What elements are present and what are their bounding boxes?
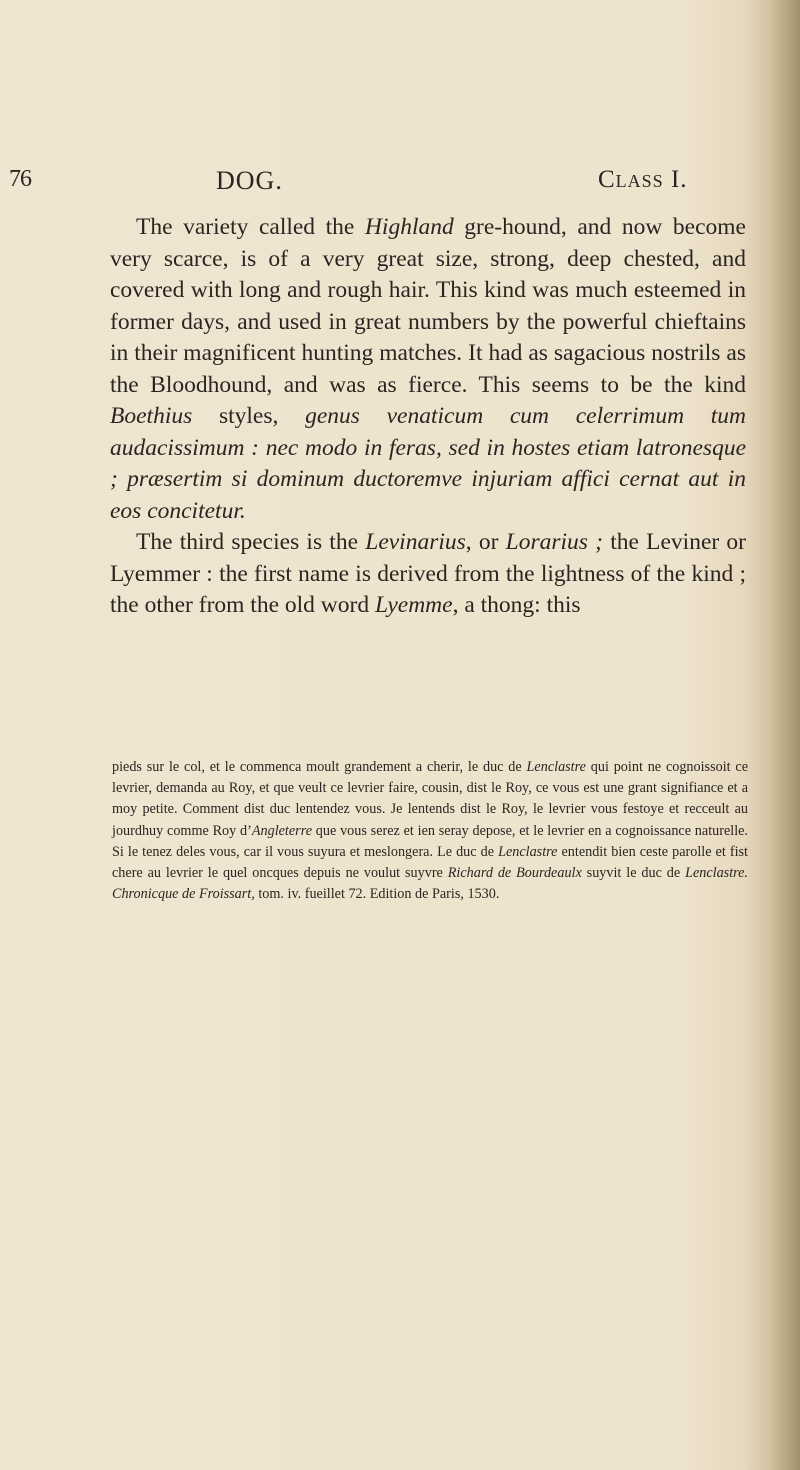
text-run: , or [465, 529, 506, 555]
page-gutter-shadow [768, 0, 800, 1470]
text-run: , a thong: this [452, 592, 581, 618]
text-run: tom. iv. fueillet 72. Edition de Paris, 1530. [254, 886, 500, 903]
italic-term: Highland [364, 214, 454, 240]
running-header [0, 166, 800, 202]
latin-quotation: genus venaticum cum celerrimum tum audacissimum : nec modo in feras, sed in hostes etiam latronesque ; præsertim si dominum ductoremve injuriam affici cernat aut in eos concitetur. [110, 403, 746, 524]
italic-citation: Lenclastre. Chronicque de Froissart, [112, 865, 748, 903]
text-run: que vous serez et ien seray depose, et le levrier en a cognoissance naturelle. Si le tenez deles vous, car il vous suyura et meslongera. Le duc de [112, 822, 748, 860]
paragraph-leviner [110, 527, 746, 622]
text-run: The variety called the [136, 214, 365, 240]
italic-term: Lorarius ; [505, 529, 603, 555]
text-run: gre-hound, and now become very scarce, is of a very great size, strong, deep chested, and covered with long and rough hair. This kind was much esteemed in former days, and used in great numbers by the powerful chieftains in their magnificent hunting matches. It had as sagacious nostrils as the Bloodhound, and was as fierce. This seems to be the kind [110, 214, 746, 398]
main-text [110, 212, 746, 622]
italic-name: Richard de Bourdeaulx [447, 865, 582, 882]
text-run: the Leviner or Lyemmer : the first name is derived from the lightness of the kind ; the other from the old word [110, 529, 746, 618]
class-label: Class I. [598, 166, 688, 193]
italic-term: Levinarius [365, 529, 466, 555]
italic-name: Lenclastre [498, 843, 558, 860]
text-run: pieds sur le col, et le commenca moult grandement a cherir, le duc de [112, 759, 527, 775]
page-number: 76 [9, 166, 31, 192]
italic-name: Boethius [110, 403, 193, 429]
text-run: styles, [192, 403, 306, 429]
footnote-froissart [112, 757, 748, 905]
paragraph-highland-greyhound [110, 212, 746, 527]
running-title: DOG. [216, 166, 283, 195]
text-run: The third species is the [136, 529, 366, 555]
italic-name: Angleterre [251, 822, 312, 839]
text-run: entendit bien ceste parolle et fist chere au levrier le quel oncques depuis ne voulut suyvre [112, 843, 748, 882]
text-run: suyvit le duc de [581, 865, 686, 882]
italic-term: Lyemme [374, 592, 453, 618]
text-run: qui point ne cognoissoit ce levrier, demanda au Roy, et que veult ce levrier faire, cousin, dist le Roy, ce vous est une grant signifiance et a moy petite. Comment dist duc lentendez vous. Je lentends dist le Roy, le levrier vous festoye et recceult au jourdhuy comme Roy d’ [112, 759, 748, 839]
italic-name: Lenclastre [526, 759, 586, 775]
